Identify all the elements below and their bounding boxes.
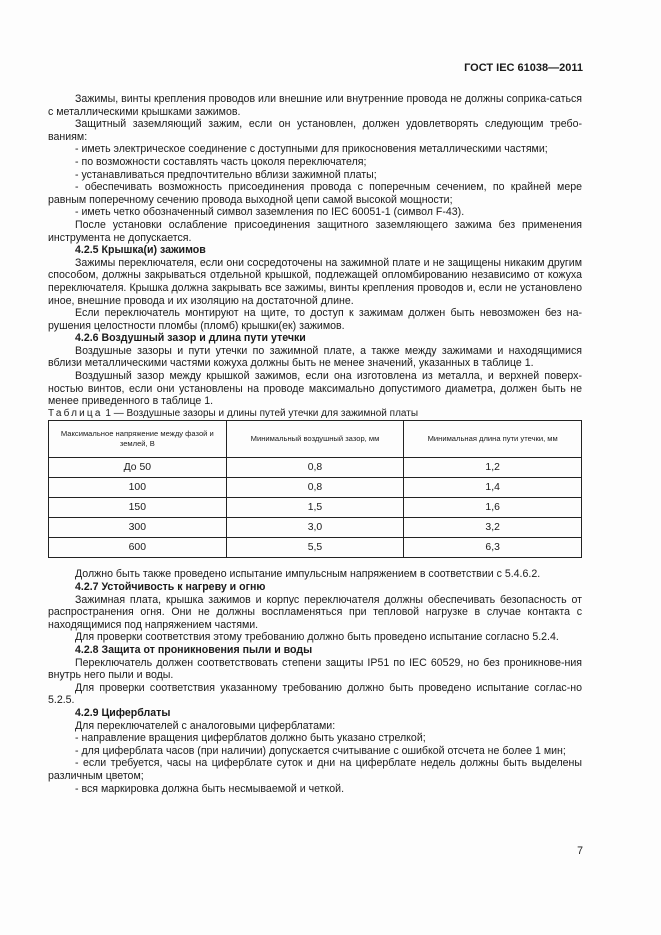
paragraph: Зажимы переключателя, если они сосредоточены на зажимной плате и не защищены никаким другим способом, должны закрываться отдельной крышкой, подлежащей опломбированию независимо от кожуха переключателя. Крышка должна закрывать все зажимы, винты крепления проводов и, если не установлено иное, внешние провода и их изоляцию на достаточной длине.	[48, 256, 582, 307]
paragraph: - если требуется, часы на циферблате суток и дни на циферблате недель должны быть выделены различным цветом;	[48, 757, 582, 782]
paragraph: Для переключателей с аналоговыми циферблатами:	[75, 719, 336, 732]
table-cell: 1,4	[404, 478, 582, 498]
table-cell: 600	[49, 538, 227, 558]
paragraph: После установки ослабление присоединения защитного заземляющего зажима без применения инструмента не допускается.	[48, 218, 582, 244]
table-cell: 1,5	[226, 498, 404, 518]
section-heading: 4.2.7 Устойчивость к нагреву и огню	[75, 581, 266, 594]
table-caption-label: Таблица	[48, 407, 103, 419]
table-cell: 300	[49, 518, 227, 538]
paragraph: - направление вращения циферблатов должно быть указано стрелкой;	[75, 732, 426, 745]
table-cell: До 50	[49, 458, 227, 478]
paragraph: Зажимы, винты крепления проводов или внешние или внутренние провода не должны соприка-саться с металлическими крышками зажимов.	[48, 93, 582, 118]
paragraph: Переключатель должен соответствовать степени защиты IP51 по IEC 60529, но без проникнове-ния внутрь него пыли и воды.	[48, 656, 582, 682]
paragraph: - обеспечивать возможность присоединения провода с поперечным сечением, по крайней мере равным поперечному сечению провода выходной цепи самой высокой мощности;	[48, 181, 582, 206]
table-row	[49, 458, 582, 478]
table-cell: 3,2	[404, 518, 582, 538]
paragraph: Воздушный зазор между крышкой зажимов, если она изготовлена из металла, и верхней поверх-ностью винтов, если они установлены на проводе максимально допустимого диаметра, должен быть не менее приведенного в таблице 1.	[48, 370, 582, 408]
table-cell: 0,8	[226, 458, 404, 478]
table-cell: 0,8	[226, 478, 404, 498]
paragraph: Должно быть также проведено испытание импульсным напряжением в соответствии с 5.4.6.2.	[75, 568, 541, 581]
paragraph: - вся маркировка должна быть несмываемой и четкой.	[75, 782, 345, 795]
table-header-row	[49, 421, 582, 458]
paragraph: - иметь электрическое соединение с доступными для прикосновения металлическими частями;	[75, 143, 548, 156]
paragraph: Зажимная плата, крышка зажимов и корпус переключателя должны обеспечивать безопасность от распространения огня. Они не должны воспламеняться при тепловой нагрузке в случае контакта с находящимися под напряжением частями.	[48, 593, 582, 631]
paragraph: - устанавливаться предпочтительно вблизи зажимной платы;	[75, 168, 377, 181]
table-row	[49, 538, 582, 558]
paragraph: Для проверки соответствия указанному требованию должно быть проведено испытание соглас-но 5.2.5.	[48, 681, 582, 707]
table-cell: 100	[49, 478, 227, 498]
paragraph: Для проверки соответствия этому требованию должно быть проведено испытание согласно 5.2.4.	[75, 631, 559, 644]
section-heading: 4.2.5 Крышка(и) зажимов	[75, 244, 206, 257]
text-section-before-table	[48, 93, 582, 408]
standard-code: ГОСТ IEC 61038—2011	[464, 62, 583, 74]
table-cell: 150	[49, 498, 227, 518]
section-heading: 4.2.6 Воздушный зазор и длина пути утечки	[75, 332, 306, 345]
paragraph: Воздушные зазоры и пути утечки по зажимной плате, а также между зажимами и находящимися вблизи металлическими частями кожуха должны быть не менее значений, указанных в таблице 1.	[48, 344, 582, 370]
table-row	[49, 518, 582, 538]
table-cell: 1,2	[404, 458, 582, 478]
paragraph: - иметь четко обозначенный символ заземления по IEC 60051-1 (символ F-43).	[75, 206, 465, 219]
text-section-after-table	[48, 568, 582, 795]
paragraph: - по возможности составлять часть цоколя переключателя;	[75, 155, 367, 168]
header-creepage: Минимальная длина пути утечки, мм	[404, 421, 582, 458]
paragraph: Если переключатель монтируют на щите, то доступ к зажимам должен быть невозможен без на-рушения целостности пломбы (пломб) крышки(ек) зажимов.	[48, 307, 582, 332]
table-cell: 5,5	[226, 538, 404, 558]
page-content	[48, 93, 582, 795]
table-cell: 6,3	[404, 538, 582, 558]
clearance-table	[48, 420, 582, 558]
section-heading: 4.2.8 Защита от проникновения пыли и воды	[75, 644, 313, 656]
table-cell: 3,0	[226, 518, 404, 538]
paragraph: - для циферблата часов (при наличии) допускается считывание с ошибкой отсчета не более 1 мин;	[75, 744, 566, 757]
table-body	[49, 458, 582, 558]
table-cell: 1,6	[404, 498, 582, 518]
header-voltage: Максимальное напряжение между фазой и землей, В	[49, 421, 227, 458]
table-caption	[48, 408, 582, 421]
page-number: 7	[577, 845, 583, 857]
table-caption-text: — Воздушные зазоры и длины путей утечки для зажимной платы	[113, 407, 419, 419]
header-clearance: Минимальный воздушный зазор, мм	[226, 421, 404, 458]
section-heading: 4.2.9 Циферблаты	[75, 706, 171, 719]
paragraph: Защитный заземляющий зажим, если он установлен, должен удовлетворять следующим требо-ваниям:	[48, 118, 582, 143]
table-row	[49, 498, 582, 518]
table-caption-number: 1	[105, 407, 111, 419]
table-row	[49, 478, 582, 498]
